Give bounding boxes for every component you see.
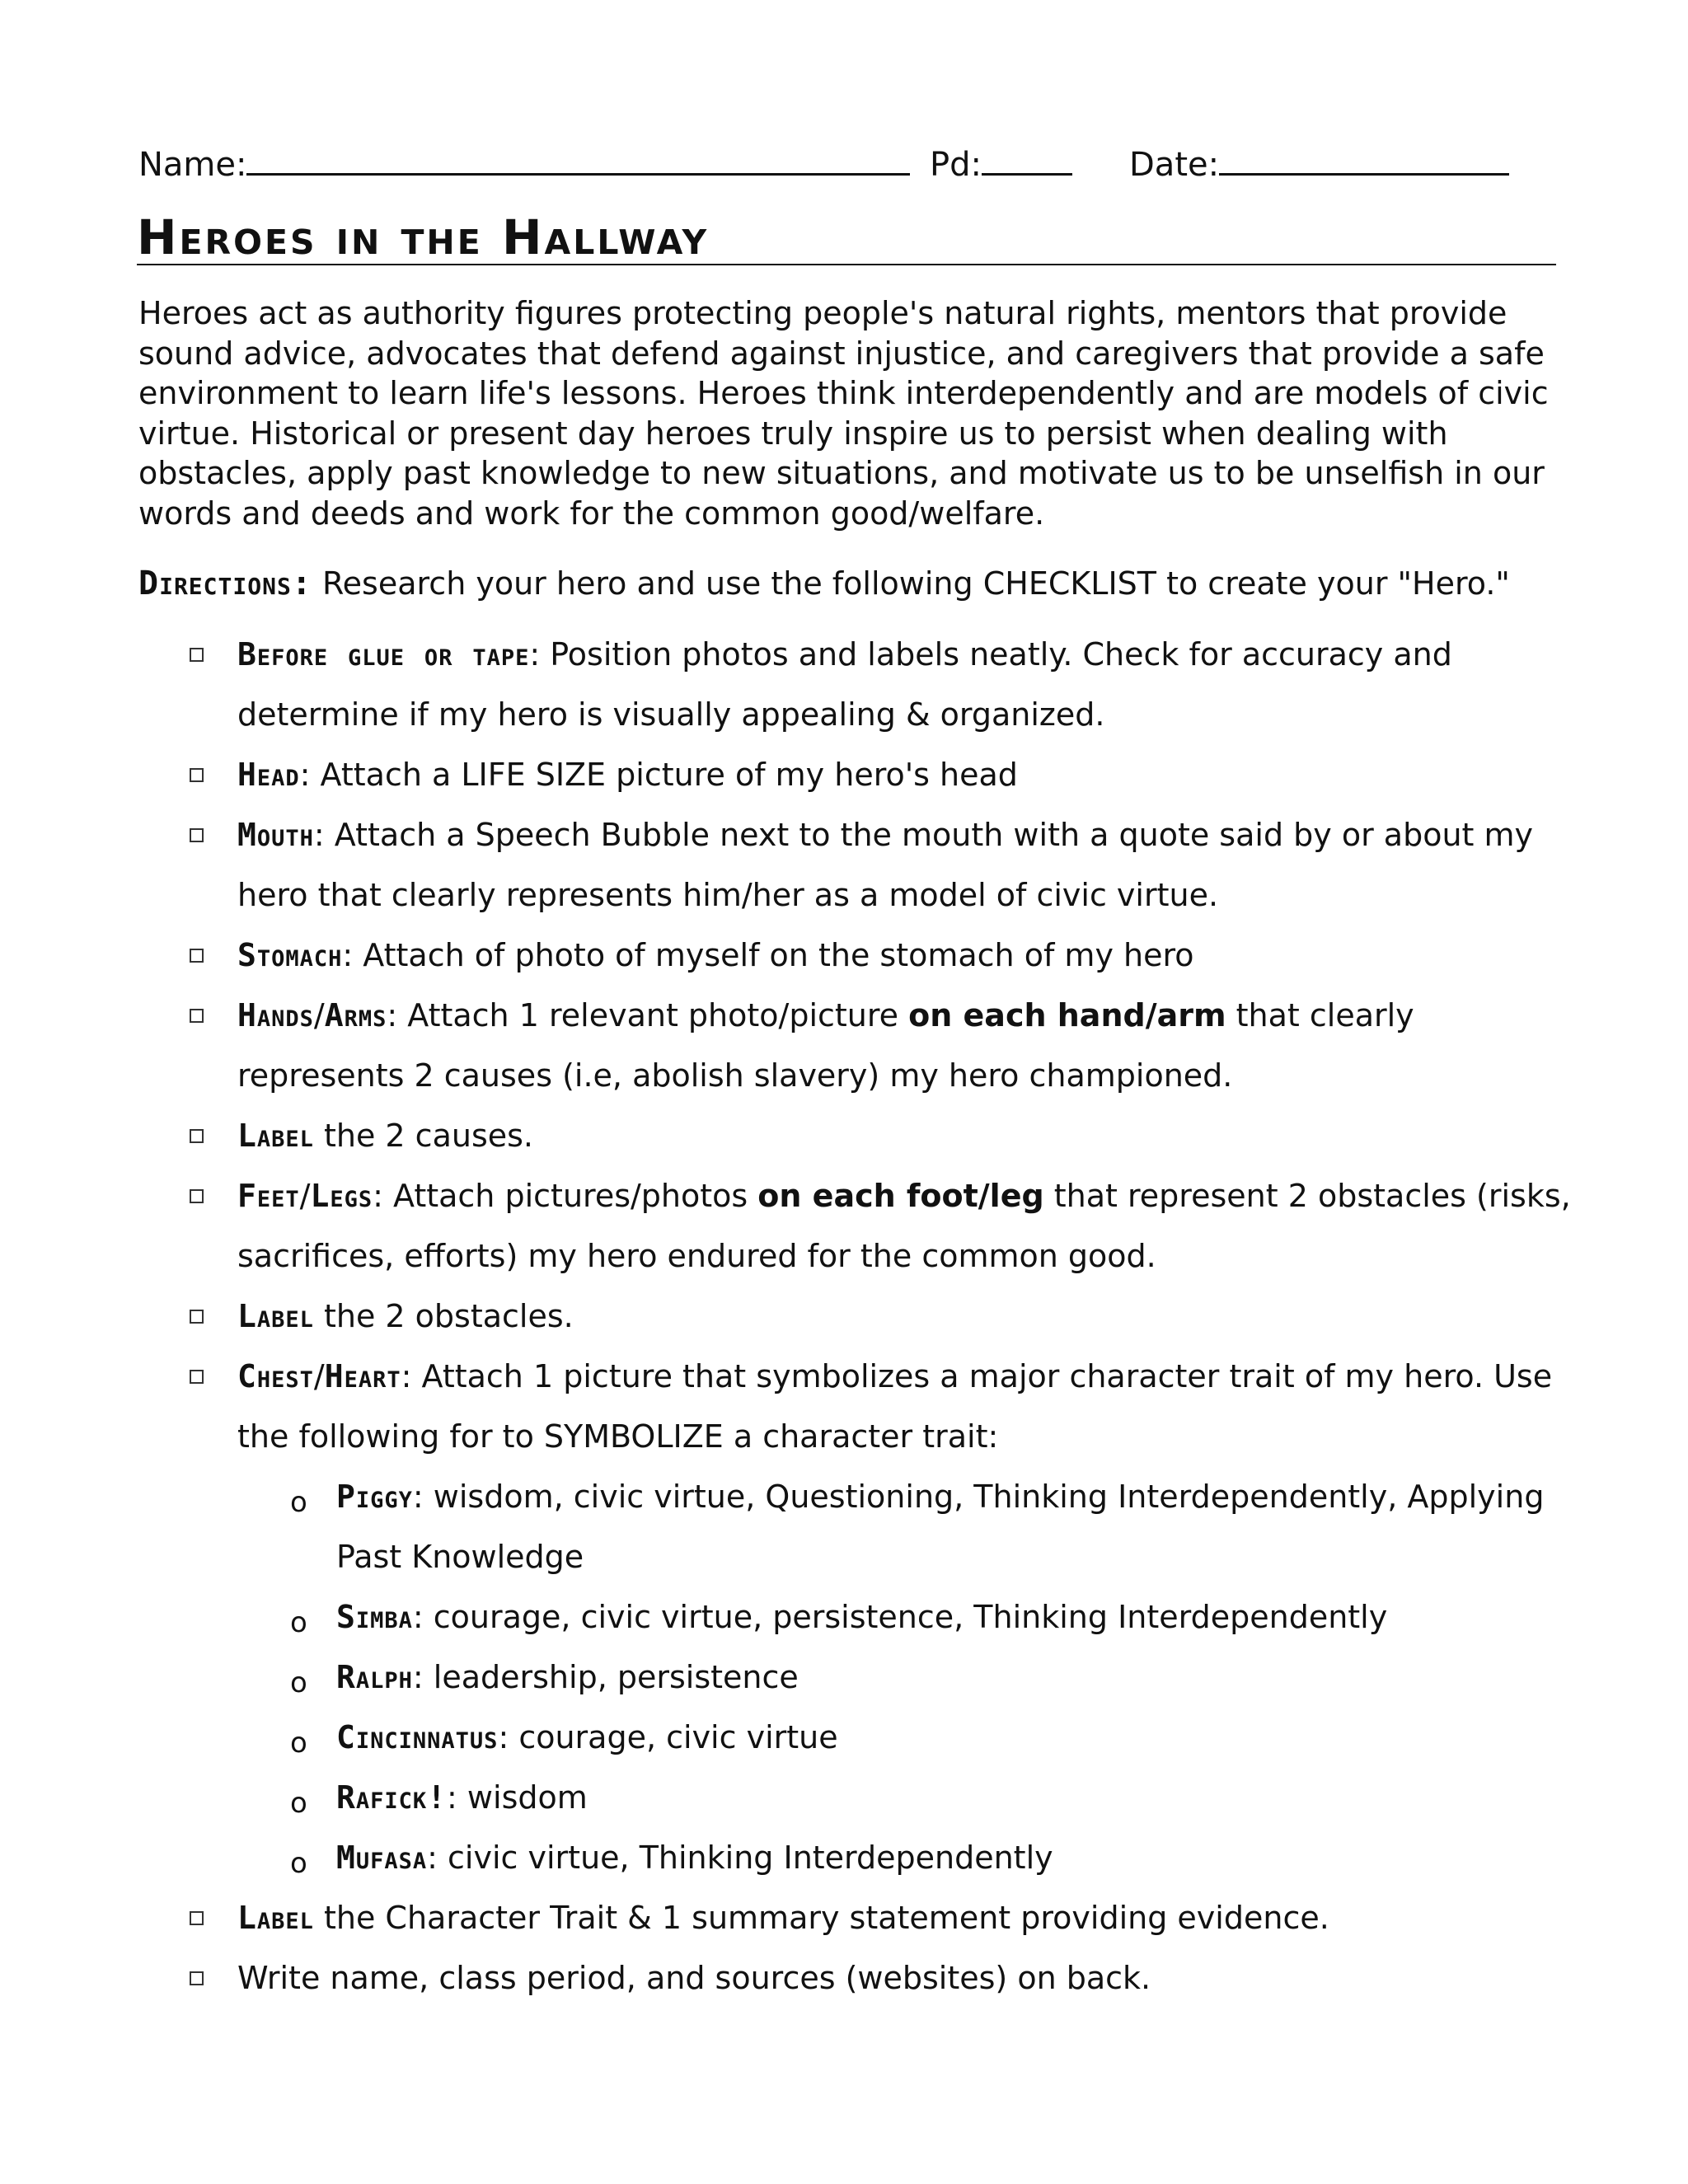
symbol-keyword: Mufasa (336, 1840, 428, 1876)
checkbox-icon[interactable] (190, 1911, 204, 1925)
checklist-item-label-causes (186, 1106, 1571, 1166)
item-keyword: Label (237, 1900, 314, 1936)
circle-bullet-icon: o (290, 1847, 307, 1880)
item-keyword: Mouth (237, 817, 314, 853)
checklist (186, 625, 1571, 2008)
circle-bullet-icon: o (290, 1727, 307, 1760)
checkbox-icon[interactable] (190, 1370, 204, 1384)
item-separator: / (313, 997, 325, 1033)
title-divider (137, 264, 1556, 265)
checklist-item-head (186, 745, 1571, 805)
checklist-item-chest-heart (186, 1347, 1571, 1467)
item-keyword: Hands (237, 997, 314, 1033)
symbol-item-cincinnatus (285, 1708, 1571, 1768)
checkbox-icon[interactable] (190, 1971, 204, 1985)
checklist-item-mouth (186, 805, 1571, 926)
item-keyword: Arms (324, 997, 387, 1033)
checkbox-icon[interactable] (190, 1310, 204, 1324)
period-label: Pd: (930, 146, 982, 184)
item-keyword: Heart (324, 1358, 401, 1394)
item-separator: / (299, 1178, 311, 1214)
symbol-keyword: Rafick! (336, 1779, 448, 1816)
item-keyword: Head (237, 757, 300, 793)
checkbox-icon[interactable] (190, 648, 204, 662)
item-keyword: Stomach (237, 937, 343, 973)
checklist-item-hands-arms (186, 986, 1571, 1106)
circle-bullet-icon: o (290, 1606, 307, 1639)
checklist-item-feet-legs (186, 1166, 1571, 1286)
symbol-keyword: Ralph (336, 1659, 413, 1695)
item-keyword: Legs (310, 1178, 373, 1214)
header-fields (138, 137, 1556, 190)
item-text: the 2 obstacles. (313, 1298, 574, 1334)
symbol-item-rafick (285, 1768, 1571, 1828)
symbol-text: : wisdom (447, 1779, 588, 1816)
circle-bullet-icon: o (290, 1666, 307, 1699)
symbol-text: : wisdom, civic virtue, Questioning, Thinking Interdependently, Applying Past Knowledge (336, 1479, 1545, 1575)
page-title: Heroes in the Hallway (137, 209, 710, 265)
item-text: : Position photos and labels neatly. Check for accuracy and determine if my hero is visually appealing & organized. (237, 636, 1452, 733)
checkbox-icon[interactable] (190, 1189, 204, 1203)
item-keyword: Label (237, 1118, 314, 1154)
symbol-item-mufasa (285, 1828, 1571, 1888)
directions (138, 559, 1556, 608)
item-keyword: Chest (237, 1358, 314, 1394)
item-separator: / (313, 1358, 325, 1394)
item-text: Write name, class period, and sources (websites) on back. (237, 1960, 1151, 1996)
item-text: : Attach pictures/photos (373, 1178, 758, 1214)
symbol-text: : courage, civic virtue, persistence, Thinking Interdependently (412, 1599, 1388, 1635)
item-emphasis: on each hand/arm (908, 997, 1226, 1033)
symbol-keyword: Simba (336, 1599, 413, 1635)
item-emphasis: on each foot/leg (757, 1178, 1044, 1214)
symbol-keyword: Piggy (336, 1479, 413, 1515)
checkbox-icon[interactable] (190, 949, 204, 963)
checkbox-icon[interactable] (190, 1129, 204, 1143)
checklist-item-before (186, 625, 1571, 745)
symbol-item-piggy (285, 1467, 1571, 1587)
name-field[interactable] (138, 137, 910, 191)
item-text: : Attach 1 relevant photo/picture (387, 997, 909, 1033)
symbol-keyword: Cincinnatus (336, 1719, 499, 1755)
directions-text: Research your hero and use the following CHECKLIST to create your "Hero." (312, 565, 1510, 602)
item-text: the 2 causes. (313, 1118, 533, 1154)
item-text: : Attach 1 picture that symbolizes a major character trait of my hero. Use the following for to SYMBOLIZE a character trait: (237, 1358, 1553, 1455)
date-field[interactable] (1129, 137, 1509, 191)
item-text: the Character Trait & 1 summary statement providing evidence. (313, 1900, 1329, 1936)
date-label: Date: (1129, 146, 1220, 184)
symbol-item-simba (285, 1587, 1571, 1647)
item-keyword: Feet (237, 1178, 300, 1214)
date-blank[interactable] (1219, 137, 1509, 176)
item-text: : Attach of photo of myself on the stomach of my hero (342, 937, 1194, 973)
period-blank[interactable] (982, 137, 1072, 176)
checkbox-icon[interactable] (190, 768, 204, 782)
intro-paragraph: Heroes act as authority figures protecting people's natural rights, mentors that provide sound advice, advocates that defend against injustice, and caregivers that provide a safe environment to learn life's lessons. Heroes think interdependently and are models of civic virtue. Historical or present day heroes truly inspire us to persist when dealing with obstacles, apply past knowledge to new situations, and motivate us to be unselfish in our words and deeds and work for the common good/welfare. (138, 295, 1549, 532)
checkbox-icon[interactable] (190, 828, 204, 842)
directions-label: Directions: (138, 565, 312, 602)
symbol-text: : civic virtue, Thinking Interdependently (427, 1840, 1053, 1876)
symbol-item-ralph (285, 1647, 1571, 1708)
checklist-item-stomach (186, 926, 1571, 986)
period-field[interactable] (930, 137, 1072, 191)
item-text: that clearly represents 2 causes (i.e, abolish slavery) my hero championed. (237, 997, 1414, 1094)
symbol-text: : leadership, persistence (412, 1659, 799, 1695)
symbol-text: : courage, civic virtue (498, 1719, 838, 1755)
item-keyword: Before glue or tape (237, 636, 530, 673)
checklist-item-label-obstacles (186, 1286, 1571, 1347)
item-text: : Attach a LIFE SIZE picture of my hero's head (299, 757, 1018, 793)
checkbox-icon[interactable] (190, 1009, 204, 1023)
item-text: that represent 2 obstacles (risks, sacrifices, efforts) my hero endured for the common good. (237, 1178, 1571, 1274)
item-keyword: Label (237, 1298, 314, 1334)
name-label: Name: (138, 146, 247, 184)
name-blank[interactable] (246, 137, 910, 176)
checklist-item-label-trait (186, 1888, 1571, 1948)
checklist-item-write-name (186, 1948, 1571, 2008)
item-text: : Attach a Speech Bubble next to the mouth with a quote said by or about my hero that clearly represents him/her as a model of civic virtue. (237, 817, 1534, 913)
circle-bullet-icon: o (290, 1486, 307, 1519)
circle-bullet-icon: o (290, 1787, 307, 1820)
